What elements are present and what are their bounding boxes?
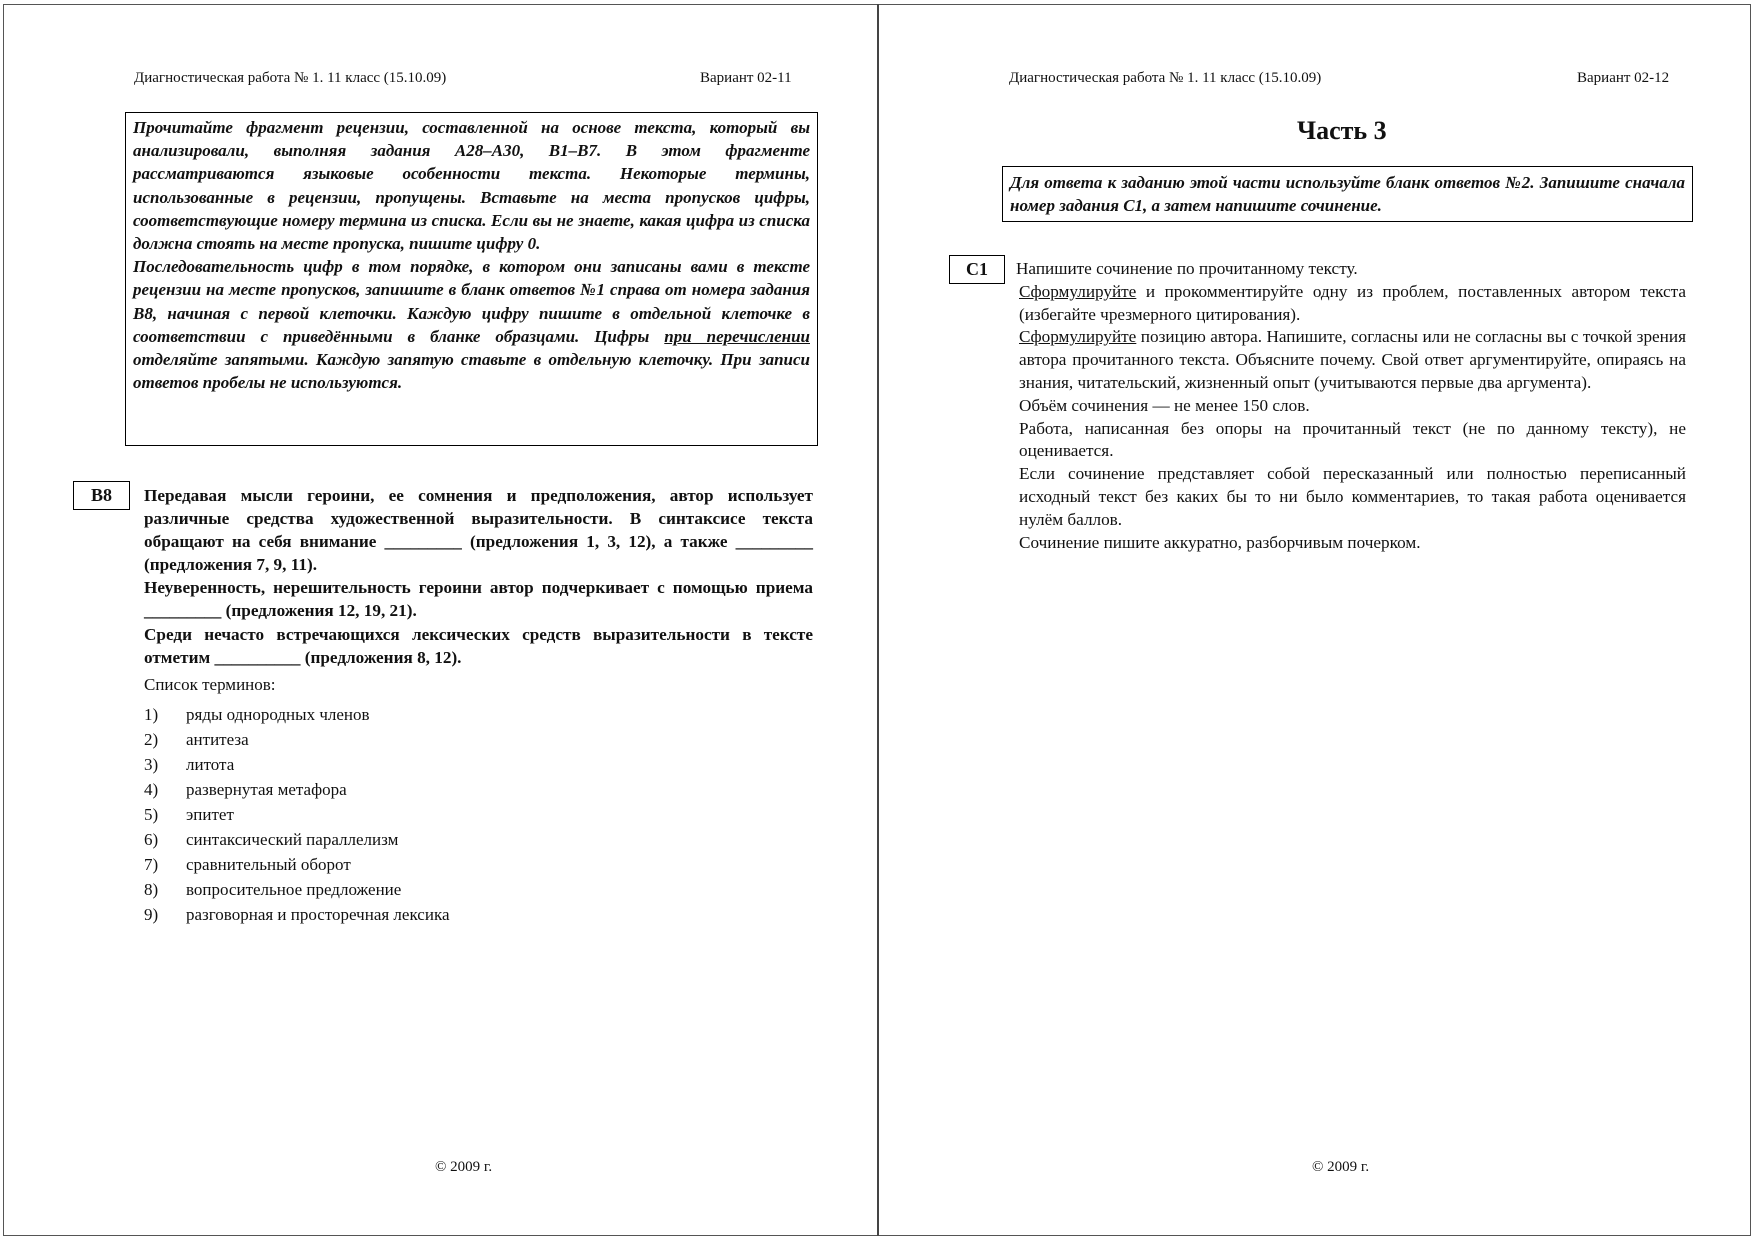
c1-paragraph-2 [1016, 281, 1686, 327]
term-number: 8) [144, 880, 159, 899]
left-page [3, 4, 877, 1236]
list-item [144, 752, 804, 777]
term-text: вопросительное предложение [186, 880, 402, 899]
footer-copyright: © 2009 г. [1312, 1159, 1370, 1175]
list-item [144, 777, 804, 802]
task-b8-text [144, 484, 813, 669]
term-text: эпитет [186, 805, 234, 824]
list-item [144, 902, 804, 927]
header-variant: Вариант 02-11 [700, 70, 792, 86]
list-item [144, 727, 804, 752]
task-label-b8: В8 [73, 481, 130, 510]
term-number: 4) [144, 780, 159, 799]
instruction-paragraph-2 [133, 255, 810, 394]
term-text: литота [186, 755, 235, 774]
term-number: 7) [144, 855, 159, 874]
c1-paragraph-7: Сочинение пишите аккуратно, разборчивым почерком. [1019, 532, 1421, 552]
term-number: 3) [144, 755, 159, 774]
instruction-paragraph-1: Прочитайте фрагмент рецензии, составленной на основе текста, который вы анализировали, выполняя задания А28–А30, В1–В7. В этом фрагменте рассматриваются языковые особенности текста. Некоторые термины, использованные в рецензии, пропущены. Вставьте на места пропусков цифры, соответствующие номеру термина из списка. Если вы не знаете, какая цифра из списка должна стоять на месте пропуска, пишите цифру 0. [133, 118, 810, 254]
c1-paragraph-3 [1016, 326, 1686, 394]
task-paragraph-1: Передавая мысли героини, ее сомнения и предположения, автор использует различные средства художественной выразительности. В синтаксисе текста обращают на себя внимание _________ (предложения 1, 3, 12), а также _________ (предложения 7, 9, 11). [144, 486, 813, 575]
terms-list [144, 674, 804, 927]
c1-text: позицию автора. Напишите, согласны или не согласны вы с точкой зрения автора прочитанного текста. Объясните почему. Свой ответ аргументируйте, опираясь на знания, читательский, жизненный опыт (учитываются первые два аргумента). [1019, 327, 1686, 392]
list-item [144, 877, 804, 902]
list-item [144, 702, 804, 727]
term-text: антитеза [186, 730, 249, 749]
term-number: 1) [144, 705, 159, 724]
term-text: сравнительный оборот [186, 855, 351, 874]
c1-paragraph-6: Если сочинение представляет собой пересказанный или полностью переписанный исходный текст без каких бы то ни было комментариев, то такая работа оценивается нулём баллов. [1019, 464, 1686, 529]
list-item [144, 852, 804, 877]
c1-text: и прокомментируйте одну из проблем, поставленных автором текста (избегайте чрезмерного цитирования). [1019, 281, 1686, 324]
header-title: Диагностическая работа № 1. 11 класс (15.10.09) [134, 70, 447, 86]
task-paragraph-3: Среди нечасто встречающихся лексических средств выразительности в тексте отметим __________ (предложения 8, 12). [144, 624, 813, 667]
task-paragraph-2: Неуверенность, нерешительность героини автор подчеркивает с помощью приема _________ (предложения 12, 19, 21). [144, 578, 813, 621]
term-number: 2) [144, 730, 159, 749]
footer-copyright: © 2009 г. [435, 1159, 493, 1175]
list-item [144, 827, 804, 852]
task-c1-text [1016, 258, 1686, 554]
instruction-box [125, 112, 818, 446]
c1-paragraph-4: Объём сочинения — не менее 150 слов. [1019, 395, 1310, 415]
term-text: синтаксический параллелизм [186, 830, 399, 849]
c1-underlined: Сформулируйте [1019, 281, 1137, 301]
instruction-text: Последовательность цифр в том порядке, в котором они записаны вами в тексте рецензии на месте пропусков, запишите в бланк ответов №1 справа от номера задания В8, начиная с первой клеточки. Каждую цифру пишите в отдельной клеточке в соответствии с приведёнными в бланке образцами. Цифры [133, 257, 810, 346]
c1-line-1: Напишите сочинение по прочитанному тексту. [1016, 259, 1358, 278]
list-item [144, 802, 804, 827]
c1-paragraph-5: Работа, написанная без опоры на прочитанный текст (не по данному тексту), не оценивается. [1019, 418, 1686, 461]
instruction-text-end: отделяйте запятыми. Каждую запятую ставьте в отдельную клеточку. При записи ответов пробелы не используются. [133, 350, 810, 393]
header-variant: Вариант 02-12 [1577, 70, 1670, 86]
instruction-underlined: при перечислении [664, 326, 810, 346]
task-label-c1: С1 [949, 255, 1005, 284]
header-title: Диагностическая работа № 1. 11 класс (15.10.09) [1009, 70, 1322, 86]
term-text: разговорная и просторечная лексика [186, 905, 450, 924]
term-number: 6) [144, 830, 159, 849]
term-number: 9) [144, 905, 159, 924]
instruction-box: Для ответа к заданию этой части используйте бланк ответов №2. Запишите сначала номер задания С1, а затем напишите сочинение. [1002, 166, 1693, 222]
term-number: 5) [144, 805, 159, 824]
term-text: развернутая метафора [186, 780, 347, 799]
c1-underlined: Сформулируйте [1019, 327, 1137, 347]
part-title: Часть 3 [1297, 116, 1387, 145]
right-page [879, 4, 1751, 1236]
terms-title: Список терминов: [144, 675, 276, 694]
term-text: ряды однородных членов [186, 705, 370, 724]
